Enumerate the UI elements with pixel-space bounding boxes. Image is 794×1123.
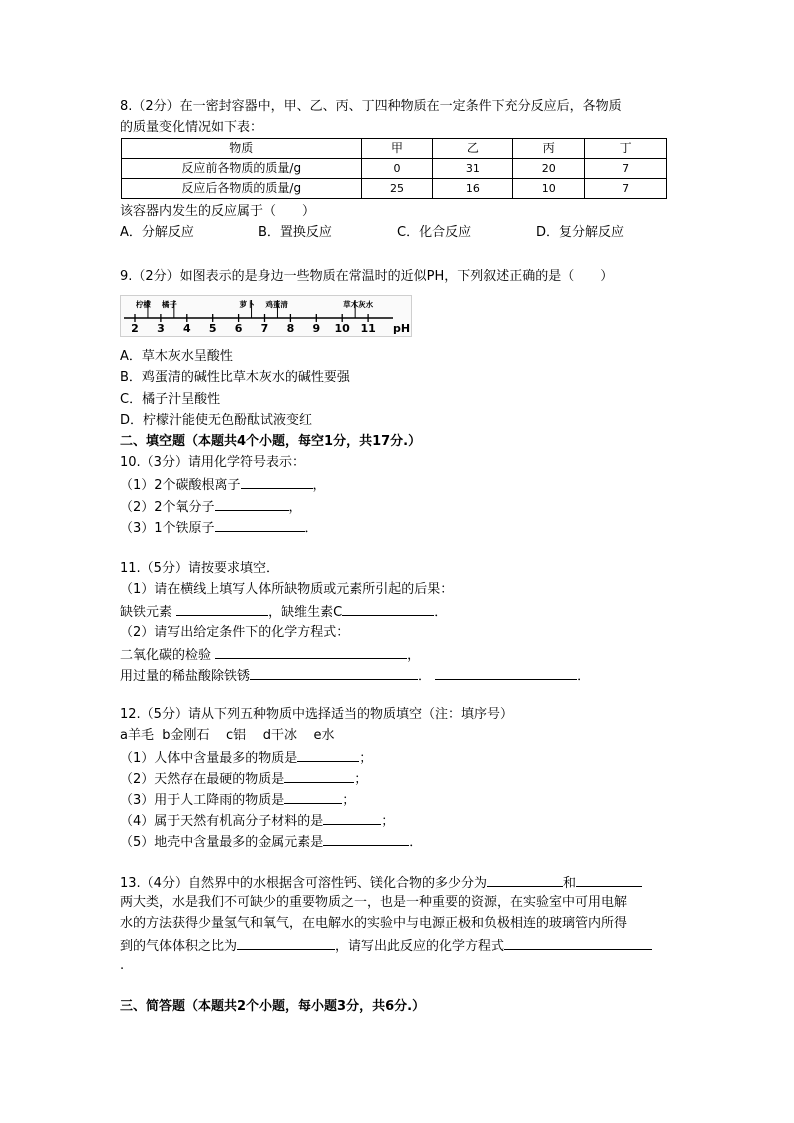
- q12-item-1: [120, 748, 372, 768]
- answer-blank[interactable]: [323, 811, 381, 825]
- q10-item-label: （3）1个铁原子: [120, 521, 215, 536]
- q13-text: 到的气体体积之比为: [120, 939, 238, 954]
- table-cell: 7: [585, 159, 667, 179]
- answer-blank[interactable]: [241, 475, 313, 489]
- q12-choices: [120, 727, 335, 745]
- q12-item-label: （1）人体中含量最多的物质是: [120, 751, 298, 766]
- answer-blank[interactable]: [215, 645, 407, 659]
- q9-option-d: D．柠檬汁能使无色酚酞试液变红: [120, 413, 313, 428]
- ph-tick-label: 11: [360, 322, 376, 335]
- q11-co2-end: ，: [407, 648, 421, 663]
- section3-title: 三、简答题（本题共2个小题，每小题3分，共6分.）: [120, 999, 426, 1014]
- ph-substance-label: 橘子: [161, 300, 177, 309]
- q9-option-a: A．草木灰水呈酸性: [120, 349, 233, 364]
- q12-item-label: （4）属于天然有机高分子材料的是: [120, 814, 324, 829]
- q10-item-2: [120, 497, 302, 517]
- q11-line-co2: [120, 645, 420, 665]
- q11-rust-label: 用过量的稀盐酸除铁锈: [120, 669, 251, 684]
- mass-change-table: [121, 138, 667, 199]
- q12-item-3: [120, 790, 355, 810]
- ph-tick-label: 6: [234, 322, 243, 335]
- q12-item-end: ；: [359, 751, 373, 766]
- q11-part2: （2）请写出给定条件下的化学方程式：: [120, 625, 350, 640]
- q10-item-label: （1）2个碳酸根离子: [120, 478, 241, 493]
- q12-choice: c铝: [226, 728, 247, 743]
- q9-option-c: C．橘子汁呈酸性: [120, 392, 221, 407]
- ph-unit-label: pH: [393, 322, 411, 335]
- q12-item-2: [120, 769, 367, 789]
- answer-blank[interactable]: [215, 518, 305, 532]
- q13-text: 和: [562, 876, 576, 891]
- q11-part1: （1）请在横线上填写人体所缺物质或元素所引起的后果：: [120, 582, 454, 597]
- q8-option-b: B．置换反应: [258, 225, 332, 240]
- q8-stem-line2: 的质量变化情况如下表：: [120, 120, 264, 135]
- q8-option-c: C．化合反应: [397, 225, 472, 240]
- answer-blank[interactable]: [504, 936, 652, 950]
- ph-scale-figure: [120, 295, 412, 337]
- table-header-cell: 丙: [513, 139, 585, 159]
- answer-blank[interactable]: [250, 666, 418, 680]
- q8-stem-line1: 8.（2分）在一密封容器中，甲、乙、丙、丁四种物质在一定条件下充分反应后，各物质: [120, 99, 622, 114]
- q13-text: ，请写出此反应的化学方程式: [335, 939, 505, 954]
- table-cell: 31: [433, 159, 513, 179]
- table-cell: 0: [361, 159, 433, 179]
- table-row-label: 反应后各物质的质量/g: [122, 179, 362, 199]
- ph-tick-label: 7: [260, 322, 269, 335]
- q13-line2: 两大类，水是我们不可缺少的重要物质之一，也是一种重要的资源，在实验室中可用电解: [120, 895, 628, 910]
- answer-blank[interactable]: [323, 832, 409, 846]
- q10-item-3: [120, 518, 318, 538]
- answer-blank[interactable]: [176, 602, 268, 616]
- q10-item-end: ．: [304, 521, 318, 536]
- q12-choice: a羊毛: [120, 728, 154, 743]
- ph-tick-label: 10: [334, 322, 350, 335]
- q13-line5: .: [120, 958, 125, 973]
- q9-stem: 9.（2分）如图表示的是身边一些物质在常温时的近似PH，下列叙述正确的是（ ）: [120, 269, 614, 284]
- q12-choice: b金刚石: [162, 728, 210, 743]
- q11-vitc-end: ．: [434, 605, 448, 620]
- table-cell: 10: [513, 179, 585, 199]
- answer-blank[interactable]: [215, 497, 289, 511]
- ph-substance-label: 柠檬: [135, 300, 151, 309]
- table-header-cell: 甲: [361, 139, 433, 159]
- table-header-cell: 丁: [585, 139, 667, 159]
- q11-line-deficiency: [120, 602, 447, 622]
- q11-co2-label: 二氧化碳的检验: [120, 648, 212, 663]
- q12-stem: 12.（5分）请从下列五种物质中选择适当的物质填空（注：填序号）: [120, 707, 513, 722]
- q12-item-label: （3）用于人工降雨的物质是: [120, 793, 285, 808]
- q10-item-label: （2）2个氧分子: [120, 500, 215, 515]
- answer-blank[interactable]: [297, 748, 359, 762]
- q10-item-end: ，: [312, 478, 326, 493]
- ph-substance-label: 草木灰水: [343, 300, 374, 309]
- q11-rust-mid: ．: [418, 669, 432, 684]
- answer-blank[interactable]: [284, 790, 342, 804]
- ph-substance-label: 鸡蛋清: [265, 300, 288, 309]
- q13-line1: [120, 873, 642, 893]
- q12-item-end: ；: [381, 814, 395, 829]
- section2-title: 二、填空题（本题共4个小题，每空1分，共17分.）: [120, 434, 422, 449]
- ph-tick-label: 5: [208, 322, 217, 335]
- table-header-row: [122, 139, 667, 159]
- table-cell: 16: [433, 179, 513, 199]
- q12-item-end: ；: [342, 793, 356, 808]
- q10-item-end: ，: [288, 500, 302, 515]
- answer-blank[interactable]: [342, 602, 434, 616]
- q13-text: 13.（4分）自然界中的水根据含可溶性钙、镁化合物的多少分为: [120, 876, 487, 891]
- table-cell: 25: [361, 179, 433, 199]
- q8-option-d: D．复分解反应: [536, 225, 625, 240]
- answer-blank[interactable]: [435, 666, 577, 680]
- table-cell: 20: [513, 159, 585, 179]
- q11-stem: 11.（5分）请按要求填空．: [120, 561, 279, 576]
- q12-item-end: ．: [409, 835, 423, 850]
- q13-line3: 水的方法获得少量氢气和氧气，在电解水的实验中与电源正极和负极相连的玻璃管内所得: [120, 916, 628, 931]
- q11-vitc-label: ，缺维生素C: [268, 605, 343, 620]
- table-row-label: 反应前各物质的质量/g: [122, 159, 362, 179]
- ph-tick-label: 9: [312, 322, 321, 335]
- table-cell: 7: [585, 179, 667, 199]
- q12-item-4: [120, 811, 394, 831]
- q10-item-1: [120, 475, 326, 495]
- answer-blank[interactable]: [284, 769, 354, 783]
- answer-blank[interactable]: [237, 936, 335, 950]
- q12-item-5: [120, 832, 422, 852]
- table-header-cell: 物质: [122, 139, 362, 159]
- answer-blank[interactable]: [576, 873, 642, 887]
- q12-choice: e水: [313, 728, 335, 743]
- q12-choice: d干冰: [262, 728, 297, 743]
- ph-tick-label: 4: [182, 322, 191, 335]
- q8-option-a: A．分解反应: [120, 225, 194, 240]
- ph-tick-label: 3: [157, 322, 165, 335]
- q13-line4: [120, 936, 652, 956]
- table-row: [122, 179, 667, 199]
- table-row: [122, 159, 667, 179]
- ph-tick-label: 2: [131, 322, 139, 335]
- q8-after-text: 该容器内发生的反应属于（ ）: [120, 204, 316, 219]
- q12-item-label: （2）天然存在最硬的物质是: [120, 772, 285, 787]
- q12-item-end: ；: [354, 772, 368, 787]
- ph-scale-svg: [121, 296, 411, 336]
- q9-option-b: B．鸡蛋清的碱性比草木灰水的碱性要强: [120, 370, 350, 385]
- q11-rust-end: ．: [577, 669, 591, 684]
- ph-tick-label: 8: [286, 322, 295, 335]
- q12-item-label: （5）地壳中含量最多的金属元素是: [120, 835, 324, 850]
- q11-iron-label: 缺铁元素: [120, 605, 173, 620]
- ph-substance-label: 萝卜: [239, 300, 255, 309]
- q10-stem: 10.（3分）请用化学符号表示：: [120, 455, 305, 470]
- answer-blank[interactable]: [487, 873, 563, 887]
- q11-line-rust: [120, 666, 590, 686]
- table-header-cell: 乙: [433, 139, 513, 159]
